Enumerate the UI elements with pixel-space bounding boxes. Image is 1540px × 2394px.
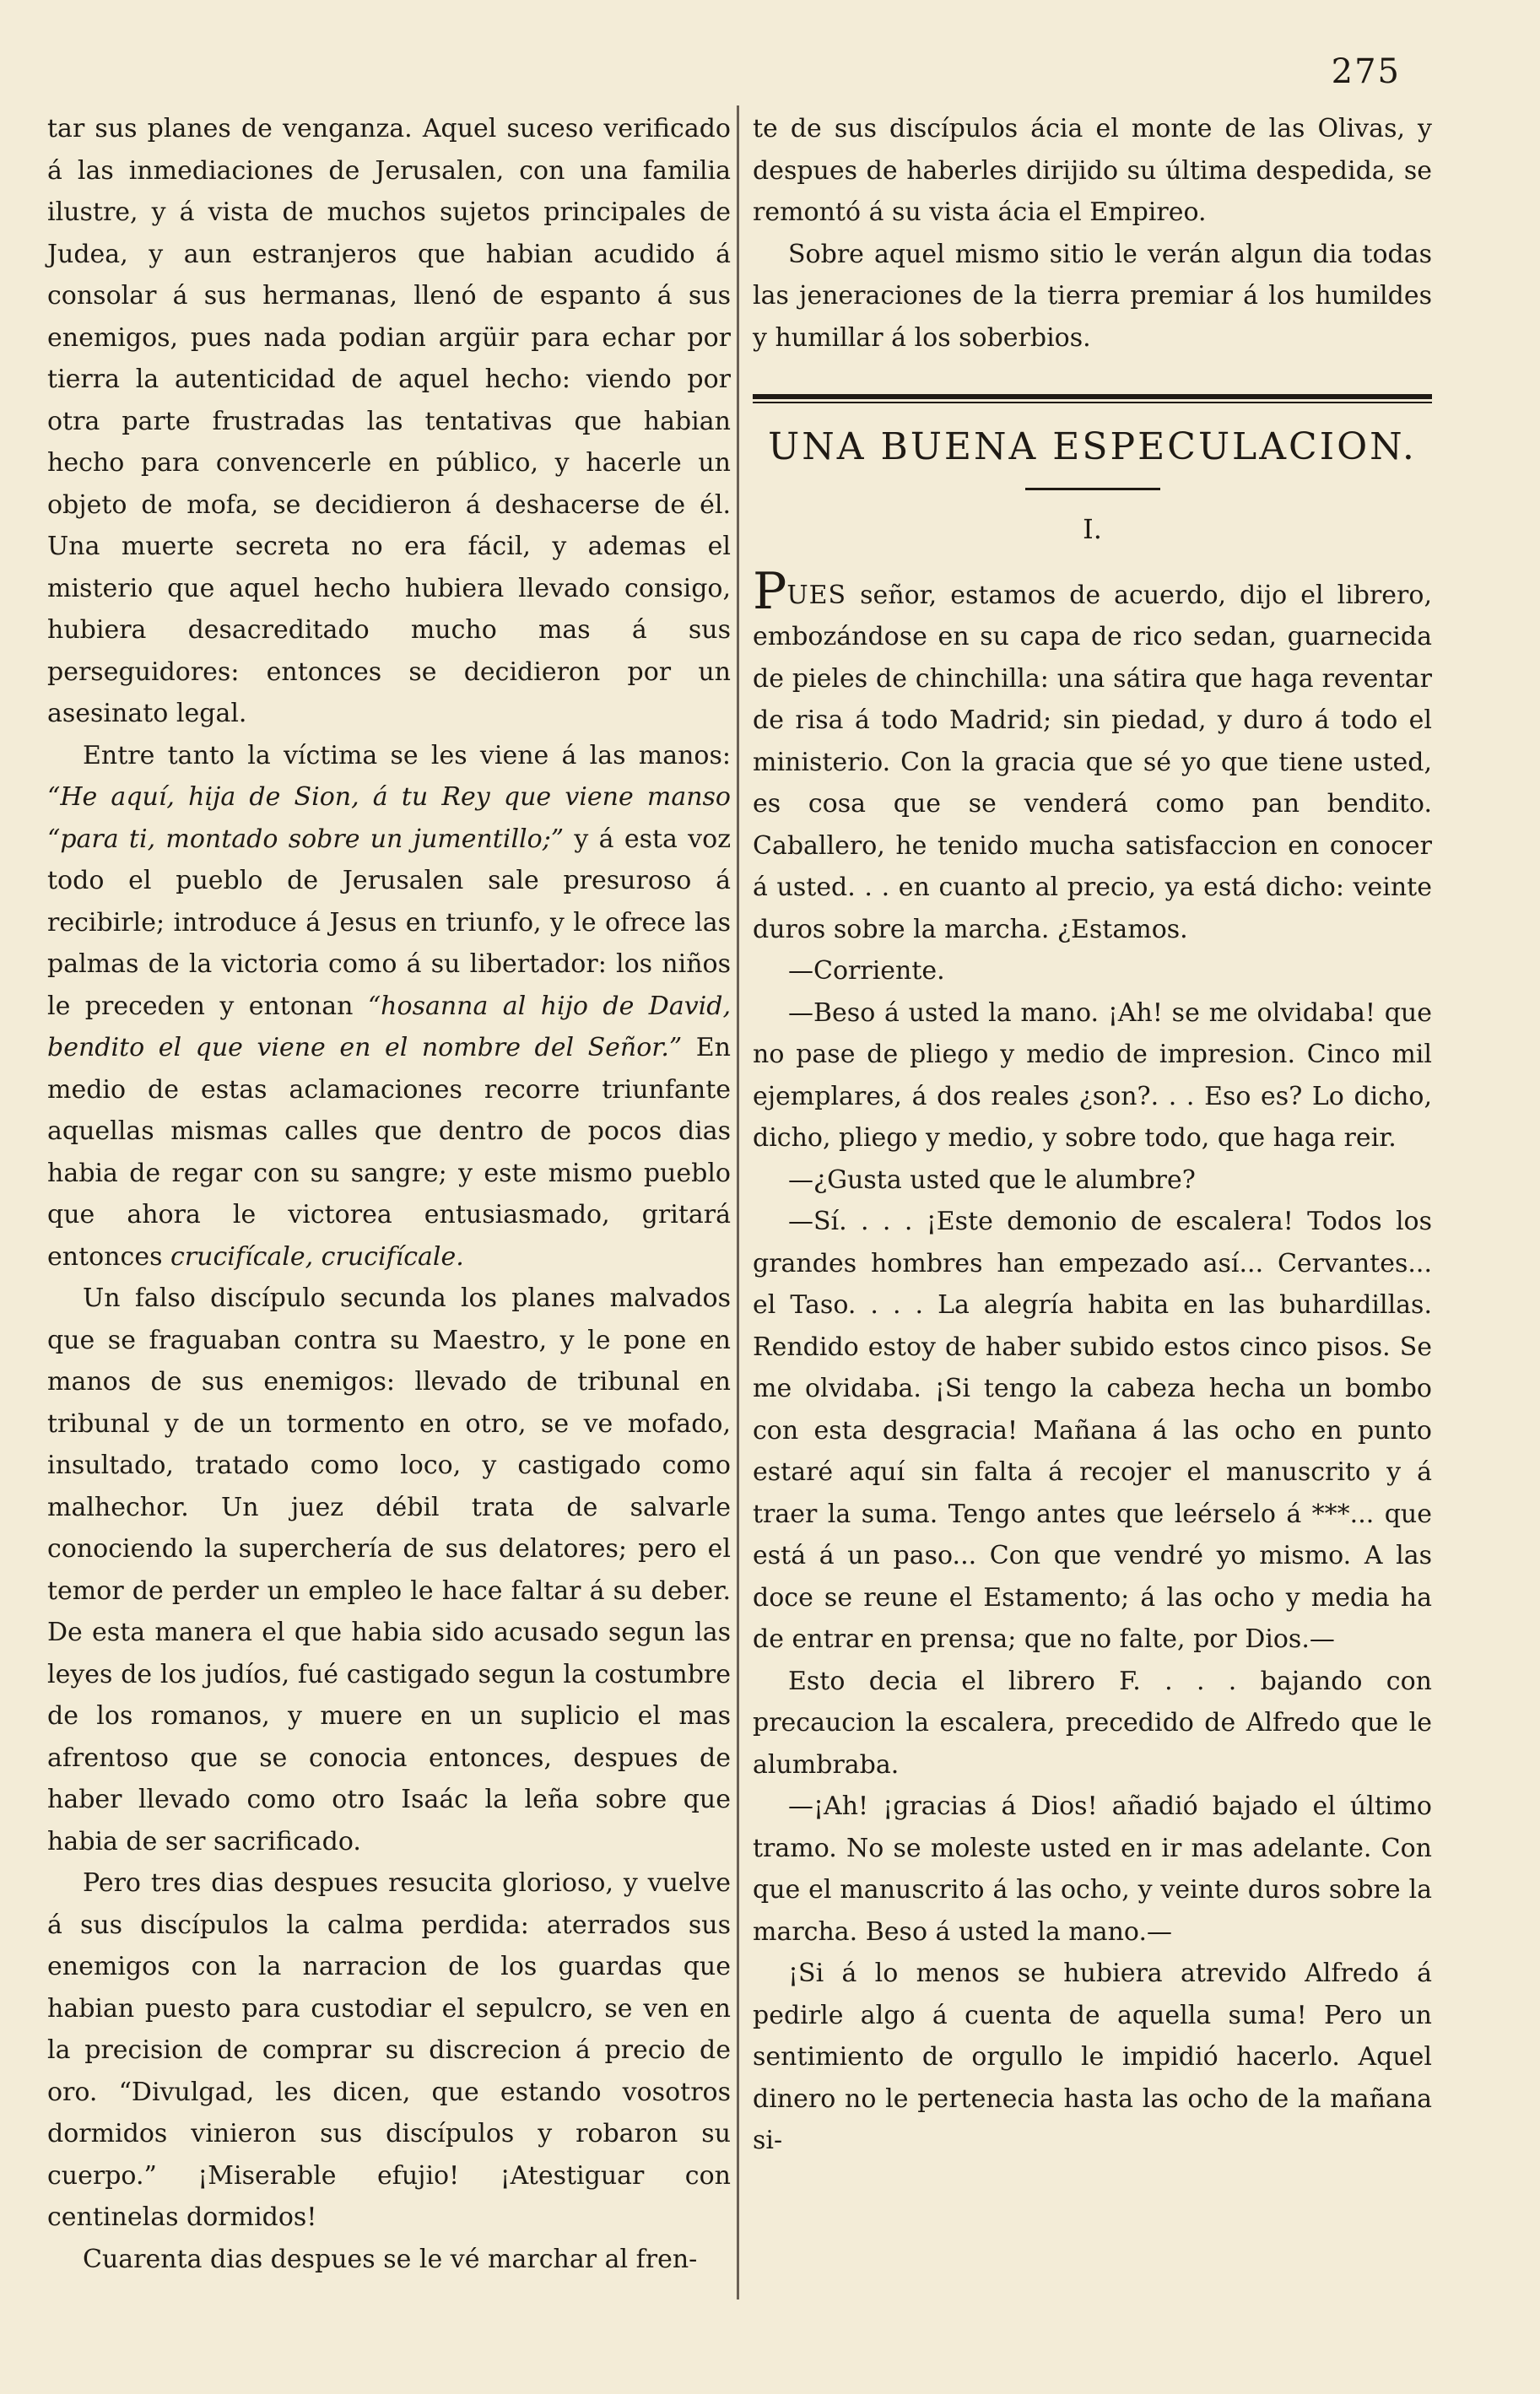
story-opening-paragraph — [753, 561, 1432, 951]
dialogue-line: —Beso á usted la mano. ¡Ah! se me olvidaba! que no pase de pliego y medio de impresion. Cinco mil ejemplares, á dos reales ¿son?. . . Eso es? Lo dicho, dicho, pliego y medio, y sobre todo, que haga reir. — [753, 997, 1432, 1153]
text-run: En medio de estas aclamaciones recorre triunfante aquellas mismas calles que dentro de pocos dias habia de regar con su sangre; y este mismo pueblo que ahora le victorea entusiasmado, gritará entonces — [47, 1033, 731, 1272]
right-paragraph-2: Sobre aquel mismo sitio le verán algun dia todas las jeneraciones de la tierra premiar á los humildes y humillar á los soberbios. — [753, 239, 1432, 353]
text-run: Entre tanto la víctima se les viene á las manos: — [83, 740, 731, 770]
thin-rule — [753, 402, 1432, 403]
text-run: y á esta voz todo el pueblo de Jerusalen sale presuroso á recibirle; introduce á Jesus en triunfo, y le ofrece las palmas de la victoria como á su libertador: los niños le preceden y entonan — [47, 824, 731, 1021]
narration-paragraph: ¡Si á lo menos se hubiera atrevido Alfredo á pedirle algo á cuenta de aquella suma! Pero un sentimiento de orgullo le impidió hacerlo. Aquel dinero no le pertenecia hasta las ocho de la mañana si- — [753, 1959, 1432, 2155]
quote-italic: “He aquí, hija de Sion, á tu Rey que viene manso “para ti, montado sobre un jumentillo;” — [47, 782, 731, 854]
thick-rule — [753, 394, 1432, 399]
left-paragraph-3: Un falso discípulo secunda los planes malvados que se fraguaban contra su Maestro, y le pone en manos de sus enemigos: llevado de tribunal en tribunal y de un tormento en otro, se ve mofado, insultado, tratado como loco, y castigado como malhechor. Un juez débil trata de salvarle conociendo la superchería de sus delatores; pero el temor de perder un empleo le hace faltar á su deber. De esta manera el que habia sido acusado segun las leyes de los judíos, fué castigado segun la costumbre de los romanos, y muere en un suplicio el mas afrentoso que se conocia entonces, despues de haber llevado como otro Isaác la leña sobre que habia de ser sacrificado. — [47, 1283, 731, 1856]
dialogue-line: —¡Ah! ¡gracias á Dios! añadió bajado el último tramo. No se moleste usted en ir mas adelante. Con que el manuscrito á las ocho, y veinte duros sobre la marcha. Beso á usted la mano.— — [753, 1791, 1432, 1947]
right-column — [753, 108, 1432, 2162]
left-paragraph-2 — [47, 735, 731, 1278]
title-underline — [1025, 488, 1160, 490]
narration-paragraph: Esto decia el librero F. . . . bajando con precaucion la escalera, precedido de Alfredo que le alumbraba. — [753, 1666, 1432, 1780]
dialogue-line: —¿Gusta usted que le alumbre? — [788, 1165, 1196, 1195]
left-column — [47, 108, 731, 2280]
quote-italic: crucifícale, crucifícale. — [170, 1241, 464, 1272]
section-separator — [753, 394, 1432, 403]
drop-cap: P — [753, 561, 787, 621]
dialogue-line: —Sí. . . . ¡Este demonio de escalera! Todos los grandes hombres han empezado así... Cervantes... el Taso. . . . La alegría habita en las buhardillas. Rendido estoy de haber subido estos cinco pisos. Se me olvidaba. ¡Si tengo la cabeza hecha un bombo con esta desgracia! Mañana á las ocho en punto estaré aquí sin falta á recojer el manuscrito y á traer la suma. Tengo antes que leérselo á ***... que está á un paso... Con que vendré yo mismo. A las doce se reune el Estamento; á las ocho y media ha de entrar en prensa; que no falte, por Dios.— — [753, 1207, 1432, 1654]
right-paragraph-1: te de sus discípulos ácia el monte de las Olivas, y despues de haberles dirijido su última despedida, se remontó á su vista ácia el Empireo. — [753, 114, 1432, 227]
column-divider — [737, 105, 739, 2299]
chapter-number: I. — [1083, 513, 1102, 545]
page-number: 275 — [1331, 52, 1401, 91]
drop-cap-continuation: UES — [786, 580, 847, 610]
section-title: UNA BUENA ESPECULACION. — [768, 425, 1417, 468]
dialogue-line: —Corriente. — [788, 956, 945, 986]
opening-text: señor, estamos de acuerdo, dijo el librero, embozándose en su capa de rico sedan, guarnecida de pieles de chinchilla: una sátira que haga reventar de risa á todo Madrid; sin piedad, y duro á todo el ministerio. Con la gracia que sé yo que tiene usted, es cosa que se venderá como pan bendito. Caballero, he tenido mucha satisfaccion en conocer á usted. . . en cuanto al precio, ya está dicho: veinte duros sobre la marcha. ¿Estamos. — [753, 580, 1432, 944]
quote-italic: “hosanna al hijo de David, bendito el que viene en el nombre del Señor.” — [47, 991, 731, 1062]
left-paragraph-5: Cuarenta dias despues se le vé marchar al fren- — [83, 2244, 698, 2274]
left-paragraph-4: Pero tres dias despues resucita glorioso, y vuelve á sus discípulos la calma perdida: aterrados sus enemigos con la narracion de los guardas que habian puesto para custodiar el sepulcro, se ven en la precision de comprar su discrecion á precio de oro. “Divulgad, les dicen, que estando vosotros dormidos vinieron sus discípulos y robaron su cuerpo.” ¡Miserable efujio! ¡Atestiguar con centinelas dormidos! — [47, 1868, 731, 2232]
left-paragraph-1: tar sus planes de venganza. Aquel suceso verificado á las inmediaciones de Jerusalen, con una familia ilustre, y á vista de muchos sujetos principales de Judea, y aun estranjeros que habian acudido á consolar á sus hermanas, llenó de espanto á sus enemigos, pues nada podian argüir para echar por tierra la autenticidad de aquel hecho: viendo por otra parte frustradas las tentativas que habian hecho para convencerle en público, y hacerle un objeto de mofa, se decidieron á deshacerse de él. Una muerte secreta no era fácil, y ademas el misterio que aquel hecho hubiera llevado consigo, hubiera desacreditado mucho mas á sus perseguidores: entonces se decidieron por un asesinato legal. — [47, 114, 731, 728]
